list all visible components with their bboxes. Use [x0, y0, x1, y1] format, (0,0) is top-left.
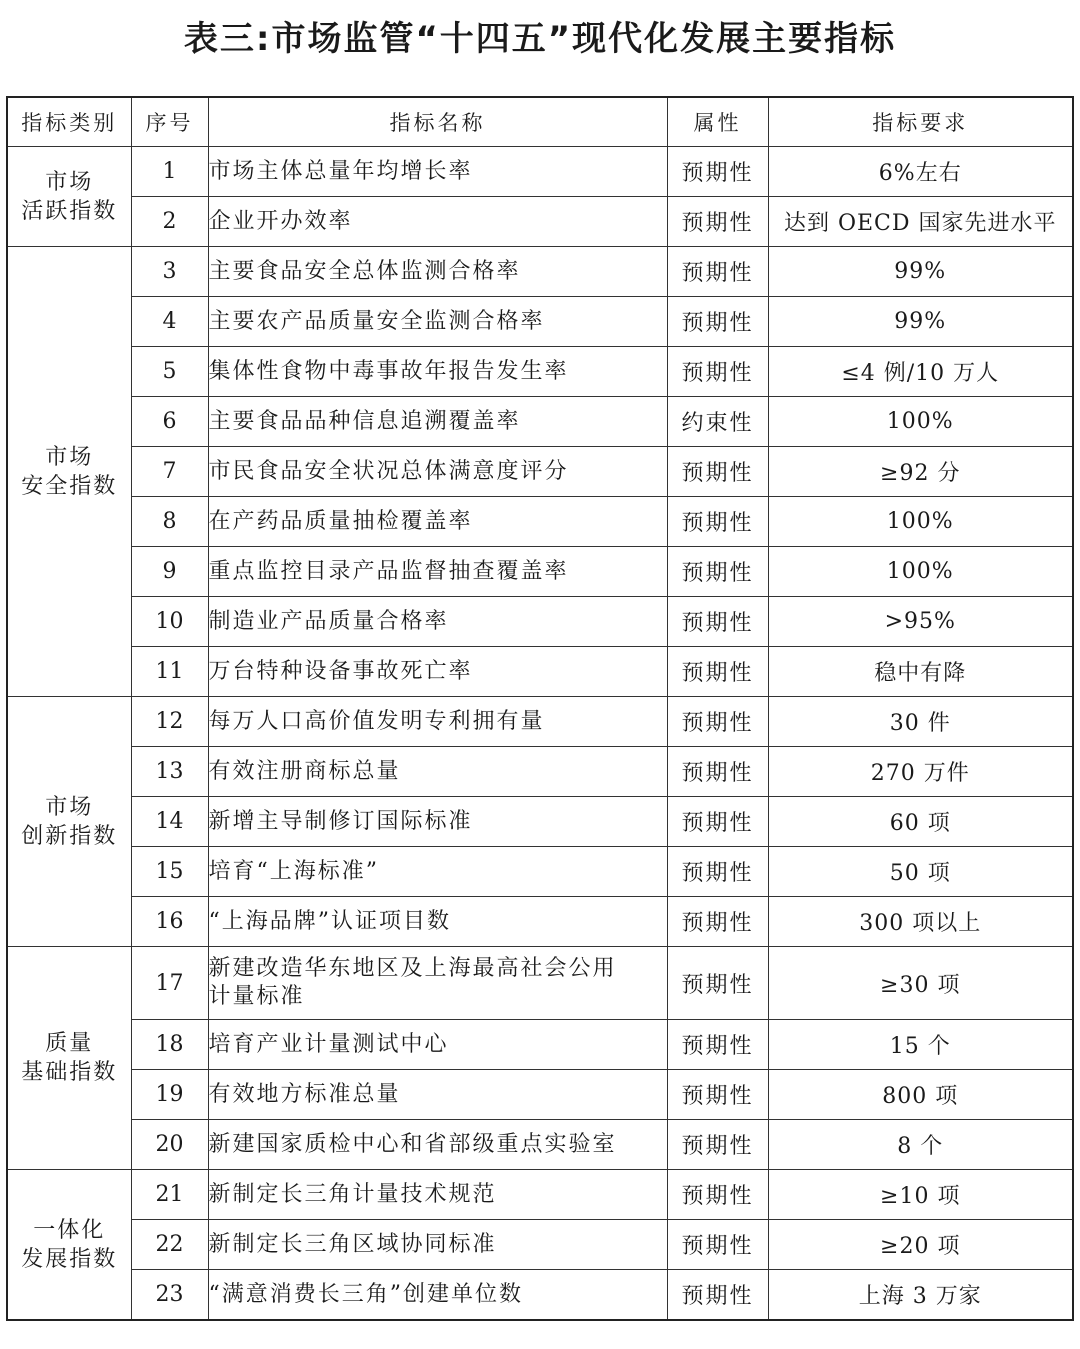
- indicator-attribute: 预期性: [667, 1170, 768, 1220]
- indicator-requirement: 30 件: [768, 697, 1073, 747]
- indicator-attribute: 预期性: [667, 247, 768, 297]
- category-cell-integration: [7, 1170, 131, 1321]
- header-index: 序号: [131, 97, 208, 147]
- indicator-name: 万台特种设备事故死亡率: [208, 647, 667, 697]
- row-number: 17: [131, 947, 208, 1020]
- indicator-name: “满意消费长三角”创建单位数: [208, 1270, 667, 1321]
- row-number: 23: [131, 1270, 208, 1321]
- row-number: 4: [131, 297, 208, 347]
- category-label-line1: 市场: [45, 444, 94, 470]
- row-number: 18: [131, 1020, 208, 1070]
- indicator-requirement: ≥92 分: [768, 447, 1073, 497]
- table-row: [7, 947, 1073, 1020]
- category-cell-market-activity: [7, 147, 131, 247]
- row-number: 2: [131, 197, 208, 247]
- table-row: [7, 797, 1073, 847]
- table-row: [7, 847, 1073, 897]
- indicator-name: 有效注册商标总量: [208, 747, 667, 797]
- table-row: [7, 547, 1073, 597]
- indicator-attribute: 预期性: [667, 647, 768, 697]
- category-label-line1: 市场: [45, 169, 94, 195]
- indicator-requirement: 稳中有降: [768, 647, 1073, 697]
- table-row: [7, 1170, 1073, 1220]
- indicator-attribute: 预期性: [667, 597, 768, 647]
- row-number: 8: [131, 497, 208, 547]
- row-number: 10: [131, 597, 208, 647]
- indicator-attribute: 预期性: [667, 1120, 768, 1170]
- row-number: 13: [131, 747, 208, 797]
- indicator-requirement: ≥30 项: [768, 947, 1073, 1020]
- table-row: [7, 747, 1073, 797]
- category-cell-market-safety: [7, 247, 131, 697]
- table-row: [7, 197, 1073, 247]
- indicator-requirement: 60 项: [768, 797, 1073, 847]
- indicator-attribute: 预期性: [667, 147, 768, 197]
- category-cell-quality-foundation: [7, 947, 131, 1170]
- indicator-requirement: 100%: [768, 547, 1073, 597]
- indicator-name-line2: 计量标准: [208, 984, 305, 1009]
- table-row: [7, 1220, 1073, 1270]
- indicator-attribute: 预期性: [667, 947, 768, 1020]
- indicator-requirement: 上海 3 万家: [768, 1270, 1073, 1321]
- header-attribute: 属性: [667, 97, 768, 147]
- indicator-requirement: 50 项: [768, 847, 1073, 897]
- category-label-line1: 质量: [45, 1031, 94, 1056]
- header-category: 指标类别: [7, 97, 131, 147]
- indicator-attribute: 预期性: [667, 747, 768, 797]
- indicator-name: 重点监控目录产品监督抽查覆盖率: [208, 547, 667, 597]
- row-number: 19: [131, 1070, 208, 1120]
- indicator-attribute: 约束性: [667, 397, 768, 447]
- row-number: 1: [131, 147, 208, 197]
- table-row: [7, 397, 1073, 447]
- indicator-name: 主要农产品质量安全监测合格率: [208, 297, 667, 347]
- indicator-name: 有效地方标准总量: [208, 1070, 667, 1120]
- indicator-attribute: 预期性: [667, 1020, 768, 1070]
- row-number: 11: [131, 647, 208, 697]
- indicator-requirement: 100%: [768, 497, 1073, 547]
- category-label-line2: 创新指数: [21, 823, 118, 849]
- indicator-requirement: 800 项: [768, 1070, 1073, 1120]
- row-number: 9: [131, 547, 208, 597]
- table-row: [7, 1120, 1073, 1170]
- indicator-name: 培育产业计量测试中心: [208, 1020, 667, 1070]
- indicator-attribute: 预期性: [667, 347, 768, 397]
- indicator-name: 集体性食物中毒事故年报告发生率: [208, 347, 667, 397]
- page-title: 表三:市场监管“十四五”现代化发展主要指标: [183, 19, 897, 59]
- header-requirement: 指标要求: [768, 97, 1073, 147]
- indicator-name: “上海品牌”认证项目数: [208, 897, 667, 947]
- indicator-requirement: ≥20 项: [768, 1220, 1073, 1270]
- table-row: [7, 297, 1073, 347]
- table-row: [7, 447, 1073, 497]
- indicator-name: 在产药品质量抽检覆盖率: [208, 497, 667, 547]
- indicator-name: 新建国家质检中心和省部级重点实验室: [208, 1120, 667, 1170]
- indicator-requirement: 300 项以上: [768, 897, 1073, 947]
- row-number: 20: [131, 1120, 208, 1170]
- table-row: [7, 647, 1073, 697]
- table-row: [7, 147, 1073, 197]
- indicator-attribute: 预期性: [667, 797, 768, 847]
- row-number: 16: [131, 897, 208, 947]
- indicator-name: 新增主导制修订国际标准: [208, 797, 667, 847]
- indicator-attribute: 预期性: [667, 1270, 768, 1321]
- table-row: [7, 597, 1073, 647]
- indicator-name: [208, 947, 667, 1020]
- indicator-requirement: 15 个: [768, 1020, 1073, 1070]
- table-row: [7, 1270, 1073, 1321]
- table-row: [7, 697, 1073, 747]
- indicator-attribute: 预期性: [667, 297, 768, 347]
- row-number: 15: [131, 847, 208, 897]
- indicator-requirement: 8 个: [768, 1120, 1073, 1170]
- table-row: [7, 247, 1073, 297]
- row-number: 14: [131, 797, 208, 847]
- indicator-name: 每万人口高价值发明专利拥有量: [208, 697, 667, 747]
- row-number: 3: [131, 247, 208, 297]
- category-label-line2: 发展指数: [21, 1246, 118, 1272]
- indicator-attribute: 预期性: [667, 1070, 768, 1120]
- indicator-requirement: >95%: [768, 597, 1073, 647]
- indicator-name: 市民食品安全状况总体满意度评分: [208, 447, 667, 497]
- indicator-table: [6, 96, 1074, 1321]
- category-label-line2: 安全指数: [21, 473, 118, 499]
- indicator-requirement: 达到 OECD 国家先进水平: [768, 197, 1073, 247]
- indicator-requirement: ≤4 例/10 万人: [768, 347, 1073, 397]
- indicator-attribute: 预期性: [667, 497, 768, 547]
- indicator-requirement: 270 万件: [768, 747, 1073, 797]
- indicator-requirement: 99%: [768, 297, 1073, 347]
- indicator-name: 制造业产品质量合格率: [208, 597, 667, 647]
- category-label-line2: 活跃指数: [21, 198, 118, 224]
- category-cell-market-innovation: [7, 697, 131, 947]
- row-number: 5: [131, 347, 208, 397]
- indicator-name: 培育“上海标准”: [208, 847, 667, 897]
- indicator-requirement: 6%左右: [768, 147, 1073, 197]
- indicator-name: 主要食品品种信息追溯覆盖率: [208, 397, 667, 447]
- row-number: 22: [131, 1220, 208, 1270]
- indicator-name: 企业开办效率: [208, 197, 667, 247]
- indicator-attribute: 预期性: [667, 447, 768, 497]
- indicator-requirement: ≥10 项: [768, 1170, 1073, 1220]
- category-label-line2: 基础指数: [21, 1060, 118, 1085]
- indicator-attribute: 预期性: [667, 697, 768, 747]
- category-label-line1: 市场: [45, 794, 94, 820]
- header-name: 指标名称: [208, 97, 667, 147]
- indicator-name: 主要食品安全总体监测合格率: [208, 247, 667, 297]
- indicator-requirement: 100%: [768, 397, 1073, 447]
- indicator-attribute: 预期性: [667, 1220, 768, 1270]
- indicator-attribute: 预期性: [667, 547, 768, 597]
- row-number: 6: [131, 397, 208, 447]
- row-number: 12: [131, 697, 208, 747]
- indicator-attribute: 预期性: [667, 197, 768, 247]
- indicator-attribute: 预期性: [667, 847, 768, 897]
- row-number: 21: [131, 1170, 208, 1220]
- indicator-name: 新制定长三角区域协同标准: [208, 1220, 667, 1270]
- row-number: 7: [131, 447, 208, 497]
- table-row: [7, 1020, 1073, 1070]
- indicator-requirement: 99%: [768, 247, 1073, 297]
- category-label-line1: 一体化: [33, 1217, 106, 1243]
- table-row: [7, 1070, 1073, 1120]
- table-row: [7, 347, 1073, 397]
- indicator-name-line1: 新建改造华东地区及上海最高社会公用: [208, 956, 617, 981]
- indicator-name: 新制定长三角计量技术规范: [208, 1170, 667, 1220]
- table-row: [7, 497, 1073, 547]
- table-header-row: [7, 97, 1073, 147]
- indicator-attribute: 预期性: [667, 897, 768, 947]
- table-row: [7, 897, 1073, 947]
- indicator-name: 市场主体总量年均增长率: [208, 147, 667, 197]
